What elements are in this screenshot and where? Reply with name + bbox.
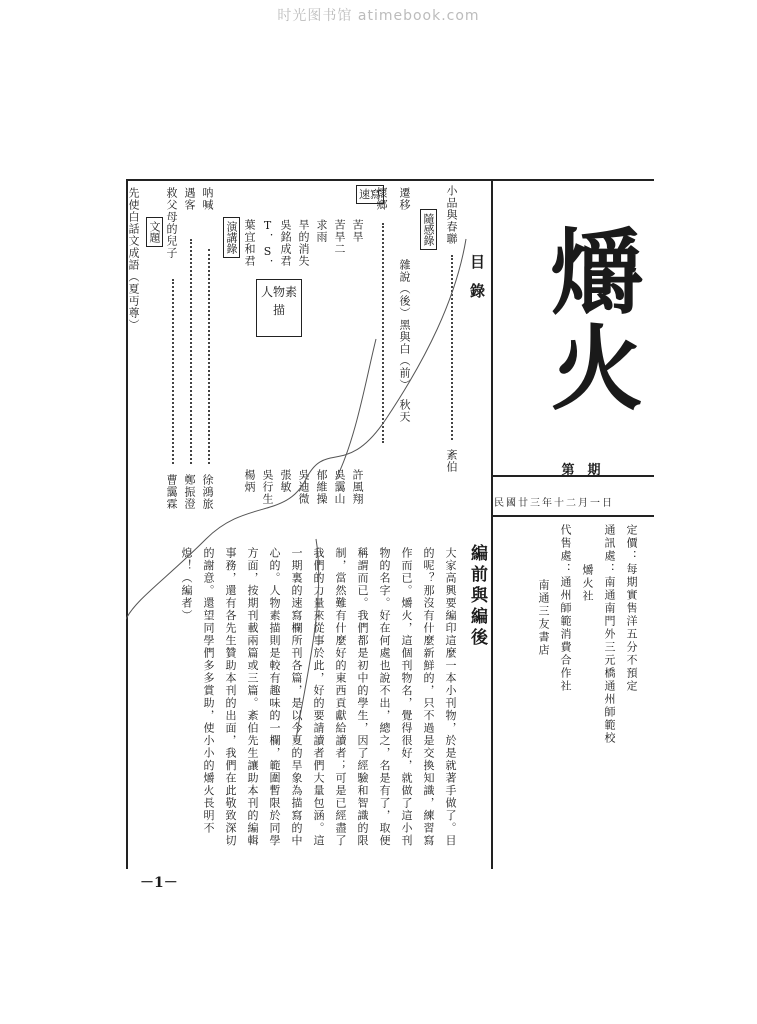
sketch-5-author: 張敏: [279, 469, 292, 493]
masthead-title: 爝火: [536, 224, 644, 416]
page-number: －1－: [140, 875, 178, 891]
sketch-4-author: 吳迪微: [297, 469, 310, 505]
sketch-7-title: 葉宜和君: [243, 219, 256, 267]
section-sketches: 速寫: [356, 185, 384, 204]
section-lectures: 演講錄: [223, 217, 240, 258]
editorial-title: 編前與編後: [467, 544, 487, 649]
toc-leader-2: [382, 223, 384, 443]
toc-leader-5: [172, 279, 174, 464]
toc-item-1-author: 紊伯: [445, 449, 458, 473]
toc-item-7: 秋天: [398, 399, 411, 423]
issue-label: 第 期: [561, 463, 601, 478]
editorial-body: 大家高興要編印這麼一本小刊物，於是就著手做了。目的呢？那沒有什麼新鮮的，只不過是交換知識，練習寫作而已。爝火，這個刊物名，覺得很好，就做了這小刊物的名字。好在何處也說不出，總之，名是有了，取便稱謂而已。我們都是初中的學生，因了經驗和智識的限制，當然難有什麼好的東西貢獻給讀者；可是已經盡了我們的力量來從事於此，好的要請讀者們大量包涵。這一期裏的速寫欄所刊各篇，是以今夏的旱象為描寫的中心的。人物素描則是較有趣味的一欄，範圍暫限於同學方面，按期刊載兩篇或三篇。紊伯先生讓助本刊的編輯事務，還有各先生贊助本刊的出面，我們在此敬致深切的謝意。還望同學們多多賞助，使小小的爝火長明不熄！（編者）: [180, 547, 457, 847]
toc-title: 目錄: [468, 254, 486, 312]
sketch-6-title: T．S．: [261, 219, 274, 271]
toc-leader-3: [208, 249, 210, 464]
watermark: 时光图书馆 atimebook.com: [277, 8, 480, 24]
sketch-7-author: 楊炳: [243, 469, 256, 493]
sketch-3-title: 求雨: [315, 219, 328, 243]
sketch-3-author: 郁維操: [315, 469, 328, 505]
page-top-border: [126, 179, 654, 181]
price-line: 定價：每期實售洋五分不預定: [625, 524, 638, 693]
page: [126, 179, 654, 869]
sketch-2-author: 吳靄山: [333, 469, 346, 505]
sketch-2-title: 苦旱二: [333, 219, 346, 255]
section-questions: 文題: [146, 217, 163, 247]
toc-item-1: 小品與春聯: [445, 185, 458, 245]
sketch-5-title: 吳銘成君: [279, 219, 292, 267]
toc-item-3: 遷移: [398, 187, 411, 211]
sales-agent-line: 代售處：通州師範消費合作社: [559, 524, 572, 693]
lecture-1-author: 徐鴻旅: [201, 474, 214, 510]
toc-item-5: 雜說（後）: [398, 259, 411, 319]
sketch-6-author: 吳行生: [261, 469, 274, 505]
lecture-2-title: 遇客: [183, 187, 196, 211]
toc-item-4: 懷鄉: [375, 187, 388, 211]
toc-leader-1: [451, 255, 453, 440]
sketch-1-author: 許風翔: [351, 469, 364, 505]
society-name: 爝火社: [581, 564, 594, 603]
lecture-2-author: 鄭振澄: [183, 474, 196, 510]
column-divider: [491, 179, 493, 869]
lecture-3-title: 救父母的兒子: [165, 187, 178, 259]
toc-item-6: 黑與白（前）: [398, 319, 411, 391]
date-line: 民國廿三年十二月一日: [494, 498, 614, 509]
bookstore-line: 南通三友書店: [537, 579, 550, 657]
sketch-1-title: 苦旱: [351, 219, 364, 243]
date-rule: [491, 515, 654, 517]
correspondence-line: 通訊處：南通南門外三元橋通州師範校: [603, 524, 616, 745]
lecture-3-author: 曹靄霖: [165, 474, 178, 510]
section-essays: 隨感錄: [420, 209, 437, 250]
lecture-1-title: 呐喊: [201, 187, 214, 211]
toc-leader-4: [190, 239, 192, 464]
question-item: 先使白話文成語（夏丏尊）: [127, 187, 140, 331]
section-stories: 人物素描: [256, 279, 302, 337]
sketch-4-title: 旱的消失: [297, 219, 310, 267]
